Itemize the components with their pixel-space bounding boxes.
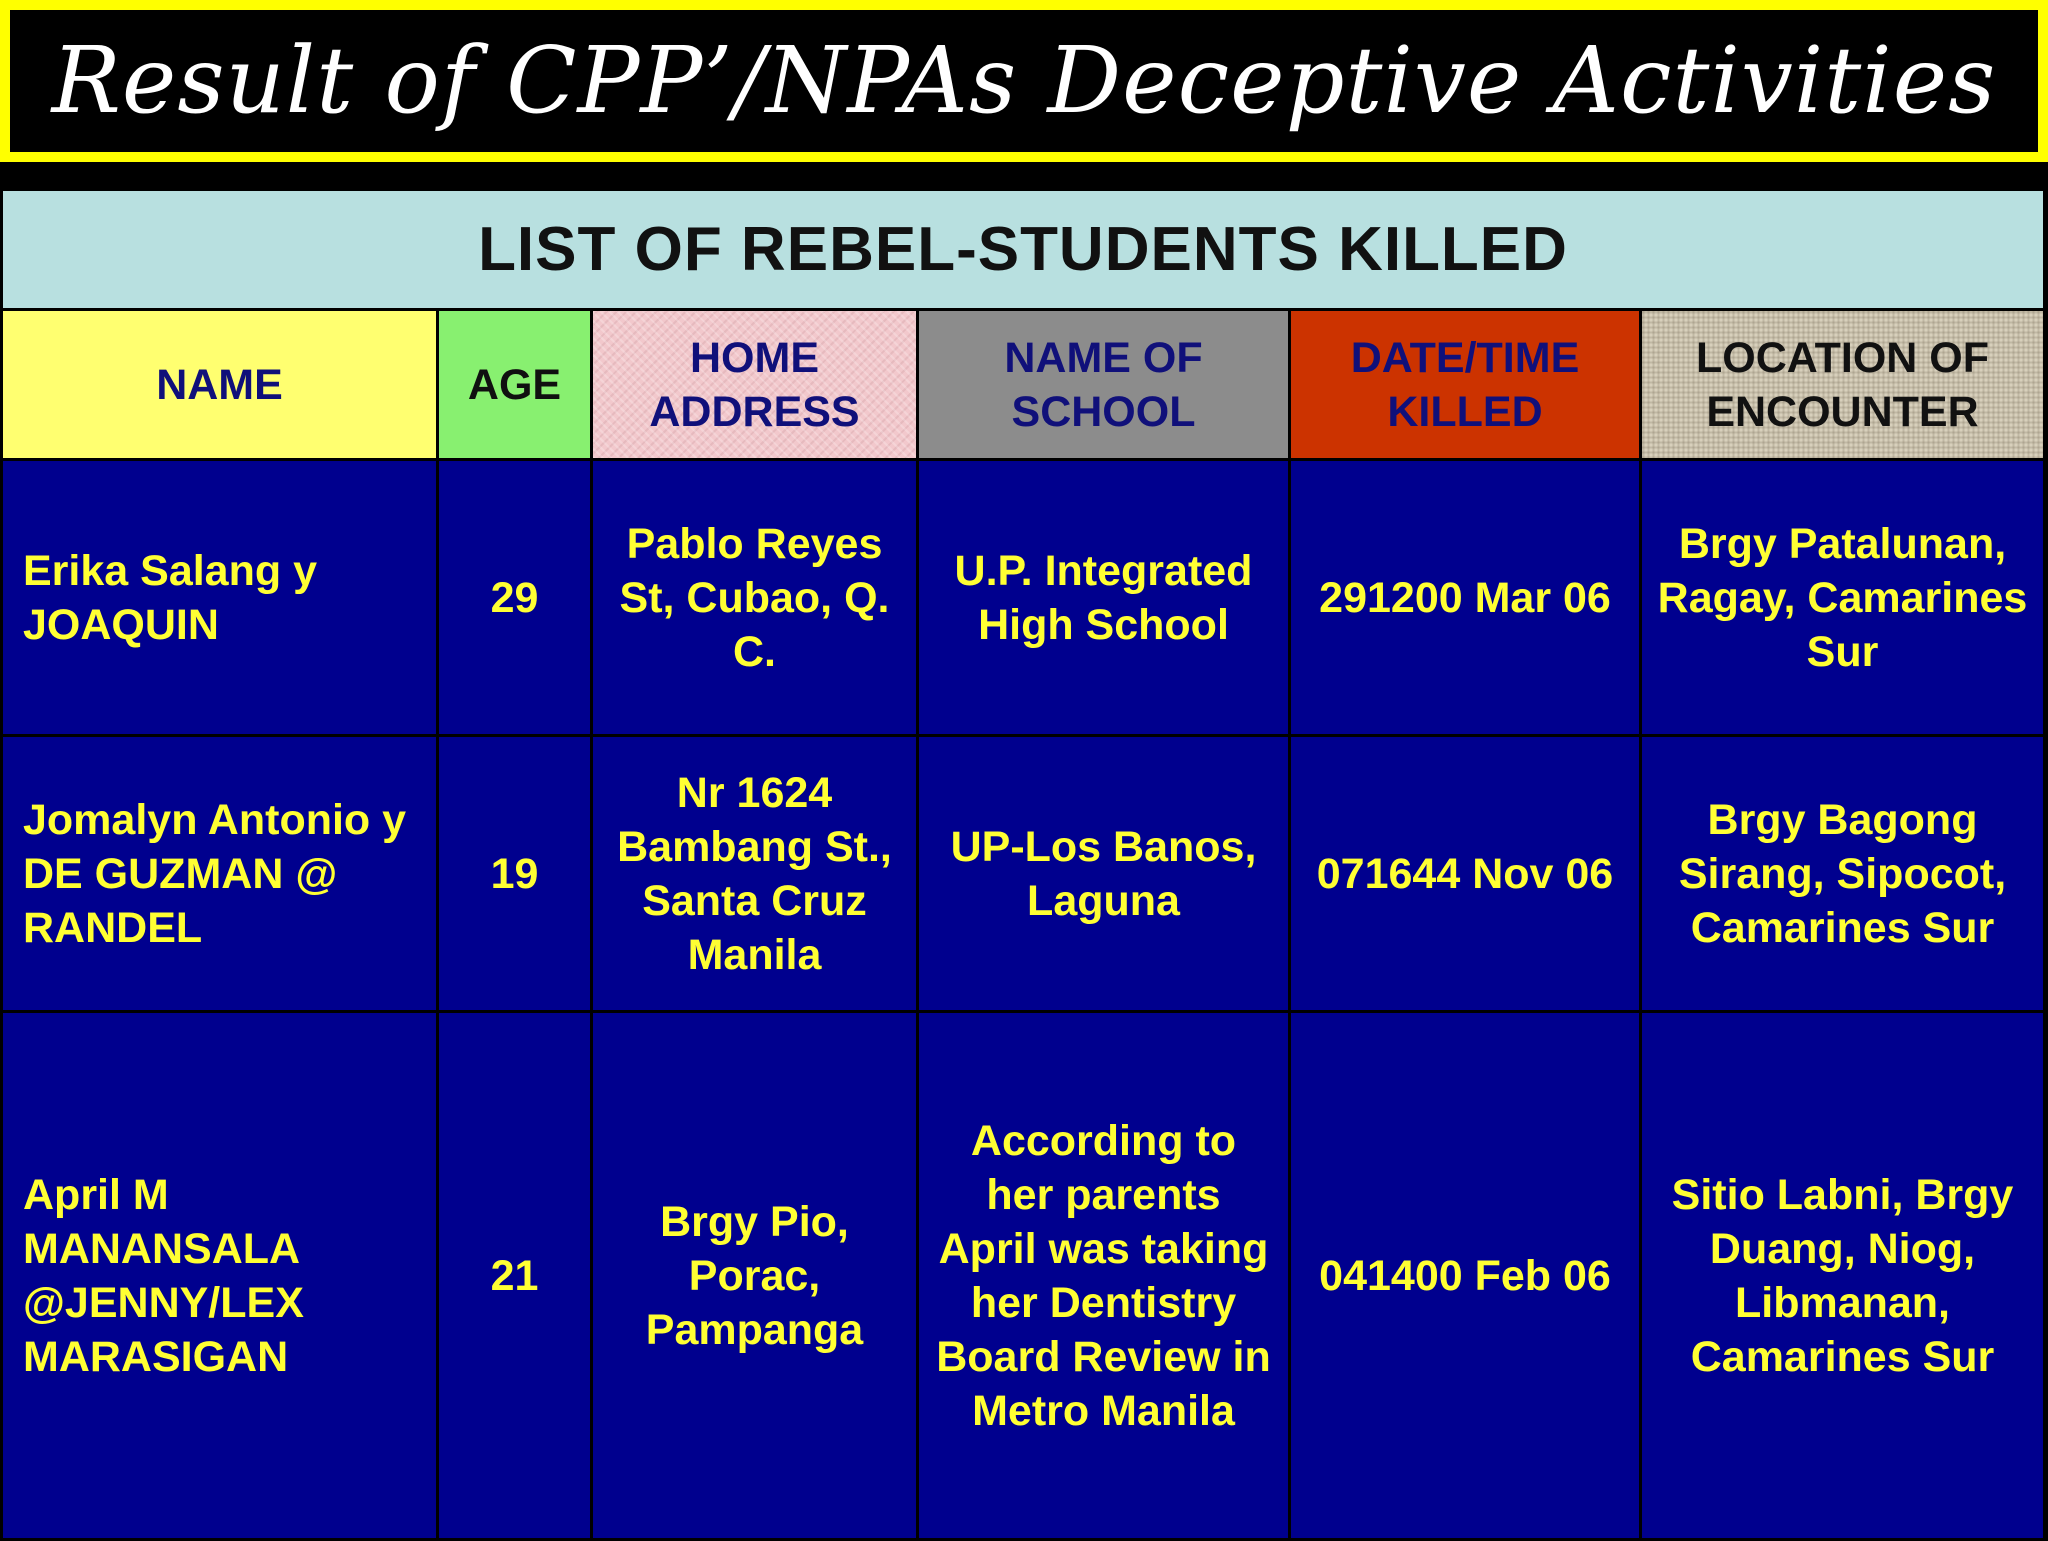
- cell-home-address: Pablo Reyes St, Cubao, Q. C.: [592, 460, 918, 736]
- cell-school: According to her parents April was taking her Dentistry Board Review in Metro Manila: [918, 1012, 1290, 1540]
- column-header-row: [2, 310, 2045, 460]
- table-row: [2, 1012, 2045, 1540]
- cell-date-time: 071644 Nov 06: [1290, 736, 1641, 1012]
- table-heading: LIST OF REBEL-STUDENTS KILLED: [2, 190, 2045, 310]
- cell-date-time: 041400 Feb 06: [1290, 1012, 1641, 1540]
- cell-home-address: Nr 1624 Bambang St., Santa Cruz Manila: [592, 736, 918, 1012]
- table-row: [2, 460, 2045, 736]
- slide-title: Result of CPP’/NPAs Deceptive Activities: [51, 27, 1997, 134]
- cell-school: U.P. Integrated High School: [918, 460, 1290, 736]
- cell-home-address: Brgy Pio, Porac, Pampanga: [592, 1012, 918, 1540]
- cell-location: Sitio Labni, Brgy Duang, Niog, Libmanan, Camarines Sur: [1641, 1012, 2045, 1540]
- rebel-students-table: [0, 188, 2046, 1541]
- cell-age: 19: [438, 736, 592, 1012]
- cell-school: UP-Los Banos, Laguna: [918, 736, 1290, 1012]
- cell-location: Brgy Patalunan, Ragay, Camarines Sur: [1641, 460, 2045, 736]
- column-header-location: LOCATION OF ENCOUNTER: [1641, 310, 2045, 460]
- cell-date-time: 291200 Mar 06: [1290, 460, 1641, 736]
- column-header-school: NAME OF SCHOOL: [918, 310, 1290, 460]
- cell-name: Jomalyn Antonio y DE GUZMAN @ RANDEL: [2, 736, 438, 1012]
- cell-name: Erika Salang y JOAQUIN: [2, 460, 438, 736]
- cell-age: 29: [438, 460, 592, 736]
- slide-title-bar: [0, 0, 2048, 162]
- cell-location: Brgy Bagong Sirang, Sipocot, Camarines Sur: [1641, 736, 2045, 1012]
- column-header-name: NAME: [2, 310, 438, 460]
- column-header-date-time: DATE/TIME KILLED: [1290, 310, 1641, 460]
- cell-name: April M MANANSALA @JENNY/LEX MARASIGAN: [2, 1012, 438, 1540]
- cell-age: 21: [438, 1012, 592, 1540]
- table-row: [2, 736, 2045, 1012]
- column-header-home-address: HOME ADDRESS: [592, 310, 918, 460]
- column-header-age: AGE: [438, 310, 592, 460]
